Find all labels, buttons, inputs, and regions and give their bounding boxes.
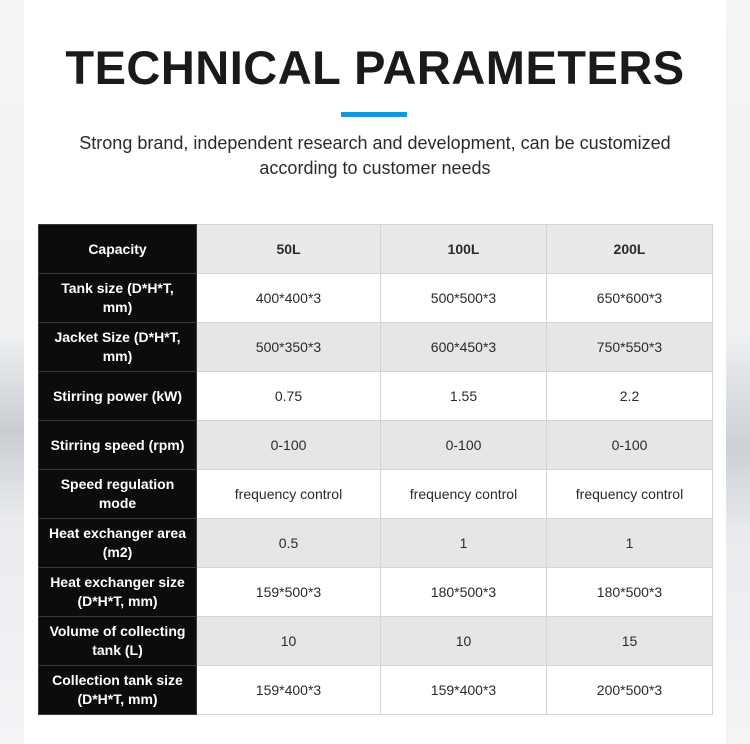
table-row <box>39 666 713 715</box>
parameters-table <box>38 224 713 715</box>
background-edge-right <box>726 0 750 744</box>
table-cell: 159*400*3 <box>197 666 381 715</box>
table-header-row <box>39 225 713 274</box>
row-label: Speed regulation mode <box>39 470 197 519</box>
table-cell: 500*350*3 <box>197 323 381 372</box>
table-row <box>39 372 713 421</box>
table-cell: 1 <box>547 519 713 568</box>
row-label: Heat exchanger area (m2) <box>39 519 197 568</box>
table-row <box>39 470 713 519</box>
row-label: Volume of collecting tank (L) <box>39 617 197 666</box>
table-cell: 0-100 <box>197 421 381 470</box>
row-label: Collection tank size (D*H*T, mm) <box>39 666 197 715</box>
page-subtitle: Strong brand, independent research and development, can be customized according to customer needs <box>79 133 671 178</box>
table-cell: 750*550*3 <box>547 323 713 372</box>
table-cell: frequency control <box>197 470 381 519</box>
header-cell-200l: 200L <box>547 225 713 274</box>
table-cell: 10 <box>197 617 381 666</box>
row-label: Heat exchanger size (D*H*T, mm) <box>39 568 197 617</box>
table-cell: 0-100 <box>381 421 547 470</box>
table-cell: 0.75 <box>197 372 381 421</box>
table-row <box>39 421 713 470</box>
table-cell: 1 <box>381 519 547 568</box>
table-cell: frequency control <box>547 470 713 519</box>
row-label: Stirring speed (rpm) <box>39 421 197 470</box>
table-cell: 200*500*3 <box>547 666 713 715</box>
table-cell: 10 <box>381 617 547 666</box>
table-cell: 0.5 <box>197 519 381 568</box>
table-cell: 500*500*3 <box>381 274 547 323</box>
table-cell: 0-100 <box>547 421 713 470</box>
header-cell-100l: 100L <box>381 225 547 274</box>
header-cell-capacity: Capacity <box>39 225 197 274</box>
row-label: Jacket Size (D*H*T, mm) <box>39 323 197 372</box>
table-row <box>39 519 713 568</box>
table-cell: 650*600*3 <box>547 274 713 323</box>
page-title: TECHNICAL PARAMETERS <box>65 41 685 94</box>
table-cell: 400*400*3 <box>197 274 381 323</box>
table-cell: frequency control <box>381 470 547 519</box>
table-cell: 15 <box>547 617 713 666</box>
row-label: Stirring power (kW) <box>39 372 197 421</box>
table-cell: 159*500*3 <box>197 568 381 617</box>
row-label: Tank size (D*H*T, mm) <box>39 274 197 323</box>
table-row <box>39 568 713 617</box>
table-cell: 180*500*3 <box>547 568 713 617</box>
table-row <box>39 617 713 666</box>
header-cell-50l: 50L <box>197 225 381 274</box>
background-edge-left <box>0 0 24 744</box>
table-cell: 180*500*3 <box>381 568 547 617</box>
table-row <box>39 323 713 372</box>
table-cell: 2.2 <box>547 372 713 421</box>
table-row <box>39 274 713 323</box>
table-cell: 159*400*3 <box>381 666 547 715</box>
table-cell: 1.55 <box>381 372 547 421</box>
table-cell: 600*450*3 <box>381 323 547 372</box>
title-accent-bar <box>341 112 407 117</box>
